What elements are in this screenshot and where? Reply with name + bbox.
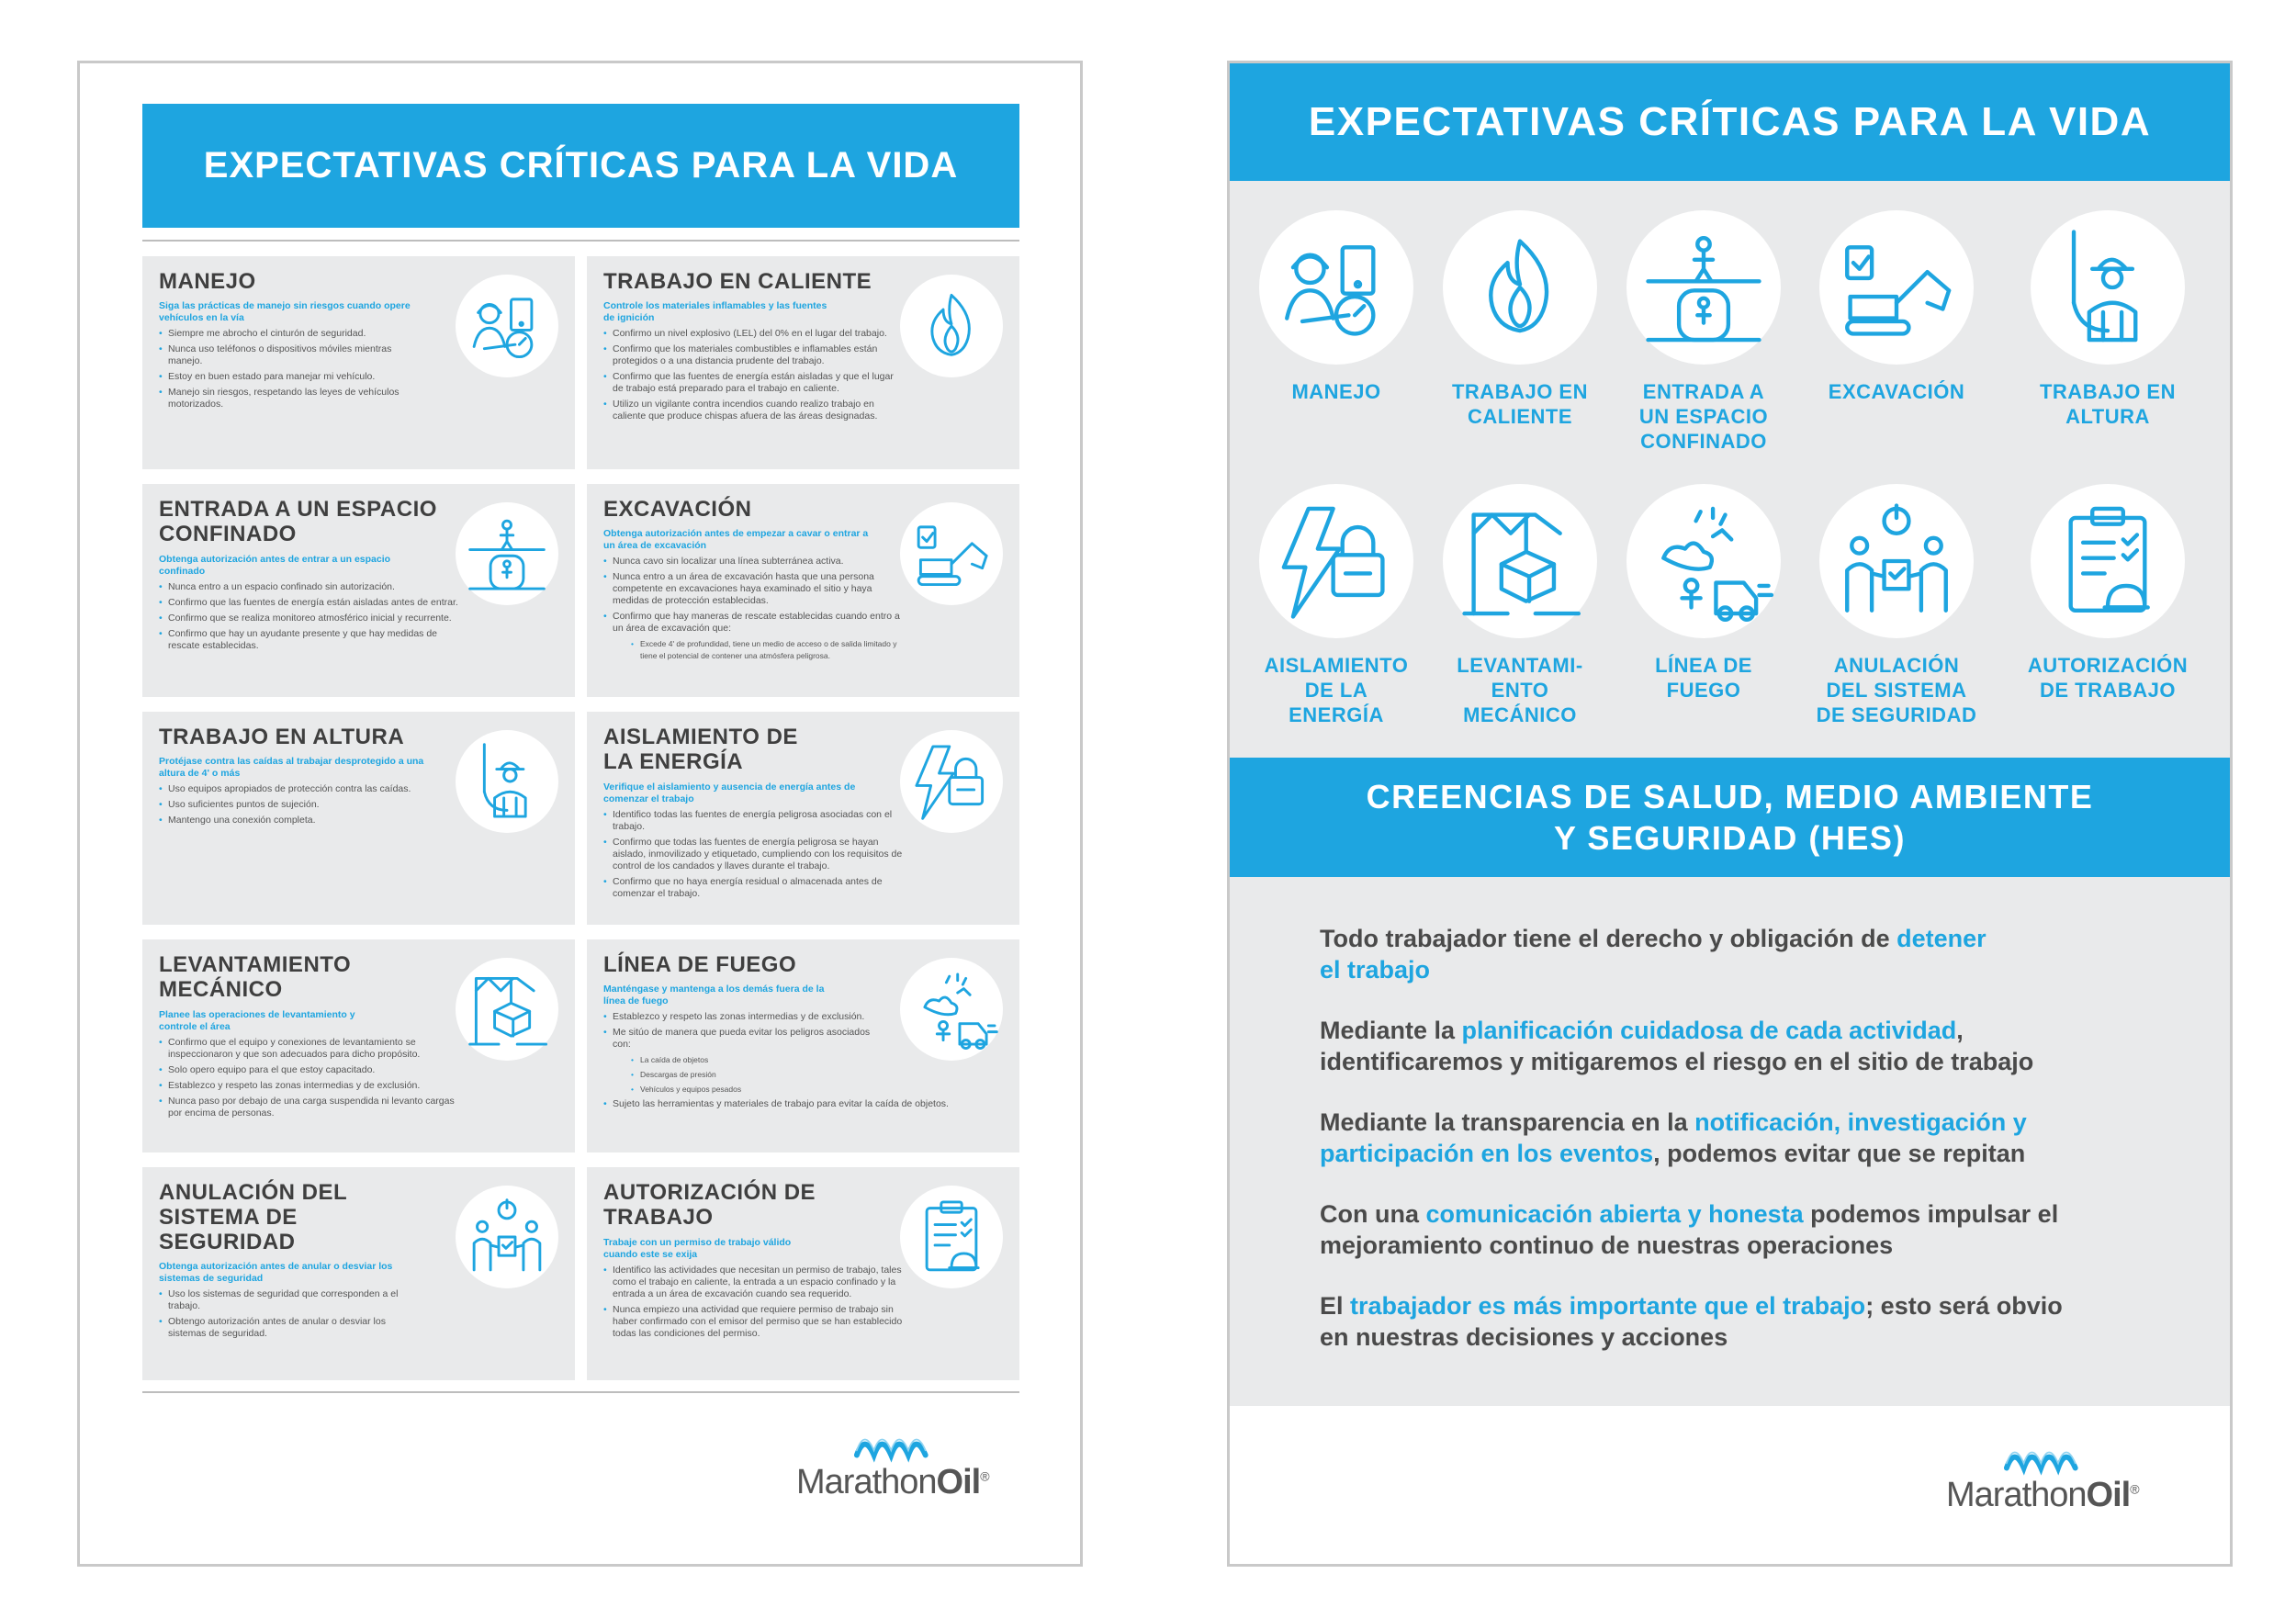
card-subtitle: Manténgase y mantenga a los demás fuera de la línea de fuego	[603, 984, 825, 1006]
list-item: • Confirmo que las fuentes de energía están aisladas y que el lugar de trabajo está preparado para el trabajo en caliente.	[603, 371, 906, 395]
right-title: EXPECTATIVAS CRÍTICAS PARA LA VIDA	[1308, 99, 2152, 144]
card-excavacion	[587, 484, 1019, 697]
marathon-oil-logo	[796, 1432, 989, 1502]
card-subtitle: Protéjase contra las caídas al trabajar desprotegido a una altura de 4' o más	[159, 756, 424, 779]
card-aislamiento-energia	[587, 712, 1019, 925]
card-title-line: SEGURIDAD	[159, 1230, 296, 1254]
safety-bypass-icon	[1819, 484, 1974, 638]
list-item: • Nunca entro a un área de excavación hasta que una persona competente en excavaciones haya examinado el sitio y haya medidas de protección establecidas.	[603, 571, 906, 607]
grid-label: ANULACIÓN DEL SISTEMA DE SEGURIDAD	[1816, 654, 1977, 726]
grid-label: AISLAMIENTO DE LA ENERGÍA	[1264, 654, 1409, 726]
card-list	[159, 1288, 425, 1344]
grid-item-aislamiento	[1244, 484, 1428, 727]
card-levantamiento	[142, 939, 575, 1152]
card-subtitle: Planee las operaciones de levantamiento y controle el área	[159, 1009, 355, 1032]
crane-load-icon	[1443, 484, 1597, 638]
card-list	[159, 328, 425, 414]
card-trabajo-altura	[142, 712, 575, 925]
card-title-line: TRABAJO	[603, 1205, 714, 1230]
list-item: • Confirmo que hay maneras de rescate establecidas cuando entro a un área de excavación que:	[603, 611, 906, 635]
belief-statement: Mediante la transparencia en la notificación, investigación y participación en los eventos, podemos evitar que se repitan	[1320, 1108, 2027, 1167]
grid-item-manejo	[1244, 210, 1428, 404]
lockout-icon	[900, 730, 1003, 833]
card-title: TRABAJO EN CALIENTE	[603, 269, 872, 294]
card-title	[159, 497, 437, 546]
confined-space-icon	[1626, 210, 1781, 365]
card-title	[603, 725, 798, 774]
list-item: • Establezco y respeto las zonas intermedias y de exclusión.	[159, 1080, 462, 1092]
card-title-line: ENTRADA A UN ESPACIO	[159, 497, 437, 522]
card-subtitle: Trabaje con un permiso de trabajo válido cuando este se exija	[603, 1237, 792, 1260]
card-subtitle: Siga las prácticas de manejo sin riesgos cuando opere vehículos en la vía	[159, 300, 411, 323]
permit-clipboard-icon	[2031, 484, 2185, 638]
permit-clipboard-icon	[900, 1186, 1003, 1288]
card-list	[603, 328, 906, 426]
list-item: • Nunca empiezo una actividad que requiere permiso de trabajo sin haber confirmado con el emisor del permiso que se han establecido todas las condiciones del permiso.	[603, 1304, 906, 1340]
icon-grid	[1230, 181, 2230, 758]
wave-logo-icon	[1998, 1445, 2087, 1476]
wave-logo-icon	[849, 1432, 937, 1463]
list-item: • Estoy en buen estado para manejar mi vehículo.	[159, 371, 425, 383]
card-title-line: SISTEMA DE	[159, 1205, 298, 1230]
card-title-line: MECÁNICO	[159, 977, 283, 1002]
card-list	[603, 556, 906, 665]
logo-wordmark: MarathonOil®	[1946, 1476, 2139, 1514]
card-title	[159, 952, 351, 1002]
list-item: • Identifico las actividades que necesitan un permiso de trabajo, tales como el trabajo en caliente, la entrada a un espacio confinado y la entrada a un área de excavación cuando sea requerido.	[603, 1265, 906, 1300]
line-of-fire-icon	[1626, 484, 1781, 638]
harness-worker-icon	[456, 730, 558, 833]
grid-label: LEVANTAMI- ENTO MECÁNICO	[1457, 654, 1583, 726]
list-item: • Nunca cavo sin localizar una línea subterránea activa.	[603, 556, 906, 568]
bottom-rule	[142, 1391, 1019, 1393]
card-subtitle: Obtenga autorización antes de entrar a un espacio confinado	[159, 554, 391, 577]
card-subtitle: Obtenga autorización antes de empezar a cavar o entrar a un área de excavación	[603, 528, 869, 551]
list-item: • Manejo sin riesgos, respetando las leyes de vehículos motorizados.	[159, 387, 425, 410]
grid-label: MANEJO	[1291, 380, 1381, 403]
beliefs-header	[1230, 758, 2230, 877]
list-item: • Confirmo un nivel explosivo (LEL) del 0% en el lugar del trabajo.	[603, 328, 906, 340]
grid-label: LÍNEA DE FUEGO	[1655, 654, 1752, 702]
card-title-line: CONFINADO	[159, 522, 297, 546]
card-title: TRABAJO EN ALTURA	[159, 725, 405, 749]
grid-label: TRABAJO EN CALIENTE	[1451, 380, 1588, 428]
list-item: • Confirmo que hay un ayudante presente y que hay medidas de rescate establecidas.	[159, 628, 462, 652]
list-item: • Uso equipos apropiados de protección contra las caídas.	[159, 783, 425, 795]
marathon-oil-logo	[1946, 1445, 2139, 1515]
flame-icon	[900, 275, 1003, 377]
driving-icon	[456, 275, 558, 377]
card-list	[159, 581, 462, 656]
list-item: • Confirmo que el equipo y conexiones de levantamiento se inspeccionaron y que son adecuados para dicho propósito.	[159, 1037, 462, 1061]
list-item: • Nunca entro a un espacio confinado sin autorización.	[159, 581, 462, 593]
list-item: • Identifico todas las fuentes de energía peligrosa asociadas con el trabajo.	[603, 809, 906, 833]
list-item: • Nunca uso teléfonos o dispositivos móviles mientras manejo.	[159, 343, 425, 367]
flame-icon	[1443, 210, 1597, 365]
card-title: EXCAVACIÓN	[603, 497, 752, 522]
grid-item-espacio-confinado	[1612, 210, 1795, 454]
list-item: • Utilizo un vigilante contra incendios cuando realizo trabajo en caliente que produce chispas afuera de las áreas designadas.	[603, 399, 906, 422]
lockout-icon	[1259, 484, 1413, 638]
poster-left	[77, 61, 1083, 1567]
logo-wordmark: MarathonOil®	[796, 1463, 989, 1501]
grid-item-linea-fuego	[1612, 484, 1795, 703]
right-header	[1230, 63, 2230, 181]
belief-statement: Mediante la planificación cuidadosa de cada actividad, identificaremos y mitigaremos el riesgo en el sitio de trabajo	[1320, 1017, 2034, 1075]
grid-item-levantamiento	[1428, 484, 1612, 727]
confined-space-icon	[456, 502, 558, 605]
card-subtitle: Controle los materiales inflamables y las fuentes de ignición	[603, 300, 827, 323]
card-manejo	[142, 256, 575, 469]
list-item: • Uso los sistemas de seguridad que corresponden a el trabajo.	[159, 1288, 425, 1312]
card-title-line: AUTORIZACIÓN DE	[603, 1180, 816, 1205]
grid-label: ENTRADA A UN ESPACIO CONFINADO	[1638, 380, 1769, 453]
crane-load-icon	[456, 958, 558, 1061]
list-subitem: • Excede 4' de profundidad, tiene un medio de acceso o de salida limitado y tiene el potencial de contener una atmósfera peligrosa.	[603, 638, 906, 662]
card-linea-fuego	[587, 939, 1019, 1152]
list-item: • Nunca paso por debajo de una carga suspendida ni levanto cargas por encima de personas.	[159, 1096, 462, 1119]
belief-statement: Todo trabajador tiene el derecho y obligación de detener el trabajo	[1320, 925, 1986, 984]
card-anulacion-sistema	[142, 1167, 575, 1380]
grid-item-excavacion	[1805, 210, 1988, 404]
card-subtitle: Verifique el aislamiento y ausencia de energía antes de comenzar el trabajo	[603, 781, 856, 804]
card-title-line: LEVANTAMIENTO	[159, 952, 352, 977]
grid-item-autorizacion	[2016, 484, 2200, 703]
card-title	[159, 1180, 347, 1254]
grid-label: TRABAJO EN ALTURA	[2039, 380, 2176, 428]
list-item: • Confirmo que las fuentes de energía están aisladas antes de entrar.	[159, 597, 462, 609]
card-list	[159, 783, 425, 830]
left-header	[142, 104, 1019, 228]
list-subitem: • Descargas de presión	[603, 1069, 1007, 1081]
grid-item-trabajo-caliente	[1428, 210, 1612, 429]
card-espacio-confinado	[142, 484, 575, 697]
belief-statement: El trabajador es más importante que el trabajo; esto será obvio en nuestras decisiones y acciones	[1320, 1292, 2063, 1351]
list-item: • Me sitúo de manera que pueda evitar los peligros asociados con:	[603, 1027, 879, 1051]
grid-label: EXCAVACIÓN	[1828, 380, 1965, 403]
card-title-line: AISLAMIENTO DE	[603, 725, 798, 749]
card-title-line: LA ENERGÍA	[603, 749, 744, 774]
list-item: • Confirmo que se realiza monitoreo atmosférico inicial y recurrente.	[159, 613, 462, 624]
list-item: • Uso suficientes puntos de sujeción.	[159, 799, 425, 811]
list-item: • Solo opero equipo para el que estoy capacitado.	[159, 1064, 462, 1076]
top-rule	[142, 240, 1019, 242]
poster-right	[1227, 61, 2233, 1567]
list-item: • Confirmo que todas las fuentes de energía peligrosa se hayan aislado, inmovilizado y etiquetado, cumpliendo con los requisitos de control de los candados y llaves durante el trabajo.	[603, 837, 906, 872]
excavator-icon	[1819, 210, 1974, 365]
card-title: MANEJO	[159, 269, 256, 294]
left-title: EXPECTATIVAS CRÍTICAS PARA LA VIDA	[203, 145, 959, 186]
list-item: • Sujeto las herramientas y materiales de trabajo para evitar la caída de objetos.	[603, 1098, 1007, 1110]
list-subitem: • La caída de objetos	[603, 1054, 1007, 1066]
beliefs-title: CREENCIAS DE SALUD, MEDIO AMBIENTE Y SEGURIDAD (HES)	[1366, 778, 2094, 857]
card-title-line: ANULACIÓN DEL	[159, 1180, 348, 1205]
card-list	[603, 1265, 906, 1344]
list-item: • Establezco y respeto las zonas intermedias y de exclusión.	[603, 1011, 879, 1023]
beliefs-panel	[1230, 877, 2230, 1406]
list-subitem: • Vehículos y equipos pesados	[603, 1084, 1007, 1096]
grid-label: AUTORIZACIÓN DE TRABAJO	[2027, 654, 2189, 702]
belief-statement: Con una comunicación abierta y honesta podemos impulsar el mejoramiento continuo de nuestras operaciones	[1320, 1200, 2059, 1259]
list-item: • Siempre me abrocho el cinturón de seguridad.	[159, 328, 425, 340]
excavator-icon	[900, 502, 1003, 605]
card-list	[159, 1037, 462, 1123]
grid-item-trabajo-altura	[2016, 210, 2200, 429]
list-item: • Confirmo que no haya energía residual o almacenada antes de comenzar el trabajo.	[603, 876, 906, 900]
card-title	[603, 1180, 816, 1230]
card-subtitle: Obtenga autorización antes de anular o desviar los sistemas de seguridad	[159, 1261, 393, 1284]
card-autorizacion-trabajo	[587, 1167, 1019, 1380]
list-item: • Confirmo que los materiales combustibles e inflamables están protegidos o a una distancia prudente del trabajo.	[603, 343, 906, 367]
safety-bypass-icon	[456, 1186, 558, 1288]
card-list	[603, 809, 906, 904]
line-of-fire-icon	[900, 958, 1003, 1061]
harness-worker-icon	[2031, 210, 2185, 365]
card-trabajo-caliente	[587, 256, 1019, 469]
list-item: • Mantengo una conexión completa.	[159, 815, 425, 826]
list-item: • Obtengo autorización antes de anular o desviar los sistemas de seguridad.	[159, 1316, 425, 1340]
driving-icon	[1259, 210, 1413, 365]
card-title: LÍNEA DE FUEGO	[603, 952, 797, 977]
grid-item-anulacion	[1805, 484, 1988, 727]
